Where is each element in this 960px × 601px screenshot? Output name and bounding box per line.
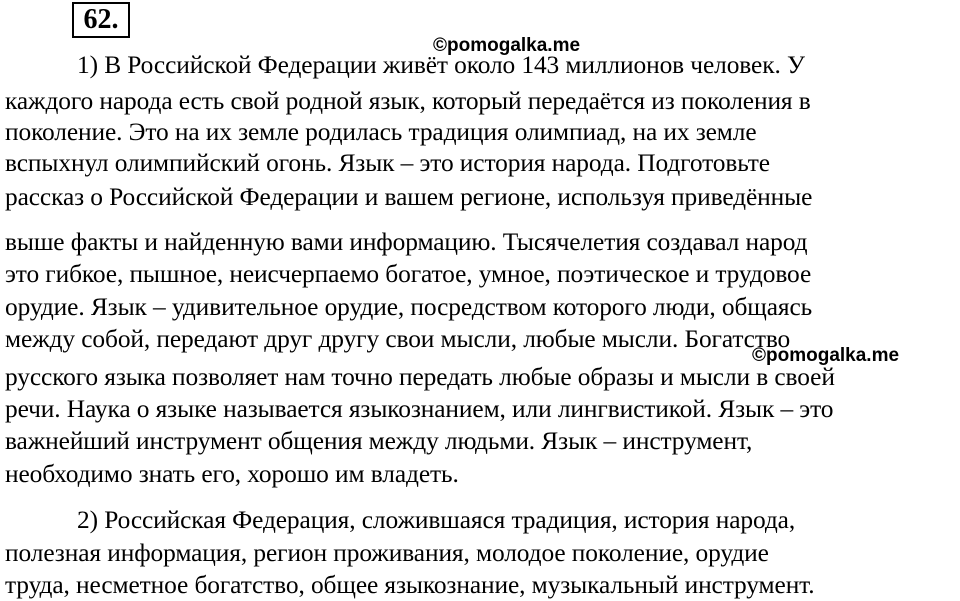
text-line: 1) В Российской Федерации живёт около 143 миллионов человек. У	[77, 51, 805, 79]
text-line: 2) Российская Федерация, сложившаяся традиция, история народа,	[77, 506, 796, 534]
text-line: полезная информация, регион проживания, молодое поколение, орудие	[5, 539, 769, 567]
text-line: это гибкое, пышное, неисчерпаемо богатое, умное, поэтическое и трудовое	[5, 260, 812, 288]
text-line: русского языка позволяет нам точно передать любые образы и мысли в своей	[5, 363, 835, 391]
text-line: вспыхнул олимпийский огонь. Язык – это история народа. Подготовьте	[5, 149, 770, 177]
text-line: необходимо знать его, хорошо им владеть.	[5, 460, 459, 488]
text-line: каждого народа есть свой родной язык, который передаётся из поколения в	[5, 87, 811, 115]
text-line: речи. Наука о языке называется языкознанием, или лингвистикой. Язык – это	[5, 395, 834, 423]
watermark: ©pomogalka.me	[752, 345, 900, 366]
text-line: важнейший инструмент общения между людьми. Язык – инструмент,	[5, 427, 753, 455]
text-line: труда, несметное богатство, общее языкознание, музыкальный инструмент.	[5, 571, 815, 599]
text-line: выше факты и найденную вами информацию. Тысячелетия создавал народ	[5, 228, 808, 256]
text-line: рассказ о Российской Федерации и вашем регионе, используя приведённые	[5, 183, 813, 211]
text-line: поколение. Это на их земле родилась традиция олимпиад, на их земле	[5, 118, 757, 146]
exercise-number-box: 62.	[72, 2, 130, 38]
watermark: ©pomogalka.me	[433, 35, 581, 56]
text-line: орудие. Язык – удивительное орудие, посредством которого люди, общаясь	[5, 293, 813, 321]
text-line: между собой, передают друг другу свои мысли, любые мысли. Богатство	[5, 325, 791, 353]
